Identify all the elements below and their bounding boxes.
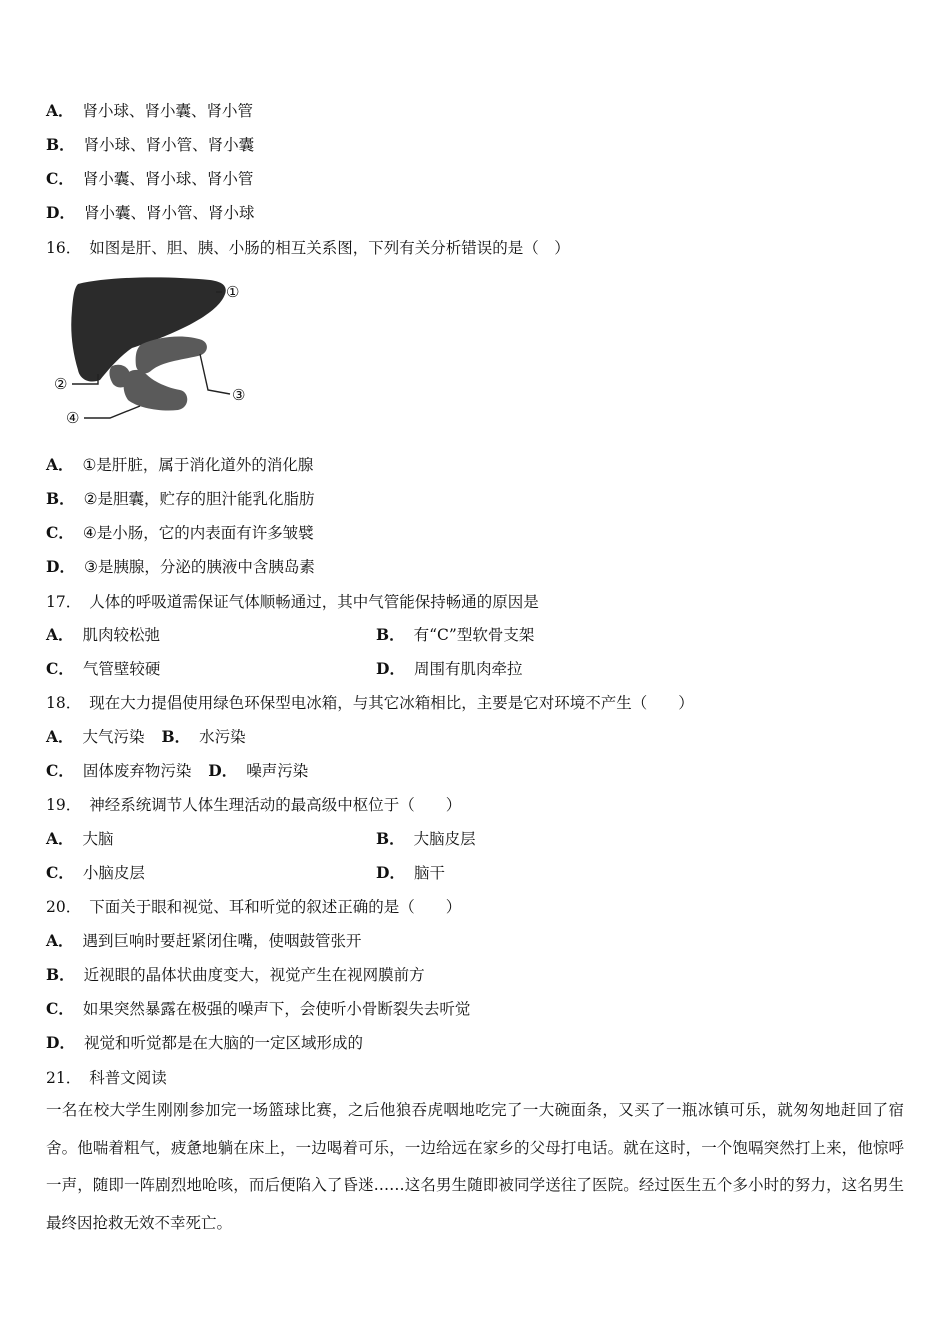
leader-line-4 <box>84 406 140 418</box>
q18-stem: 18． 现在大力提倡使用绿色环保型电冰箱，与其它冰箱相比，主要是它对环境不产生（ ） <box>46 694 694 712</box>
intestine-shape <box>124 370 188 411</box>
q20-option-d: D． 视觉和听觉都是在大脑的一定区域形成的 <box>46 1033 363 1052</box>
q18-option-c: C． 固体废弃物污染 <box>46 761 192 780</box>
q19-stem: 19． 神经系统调节人体生理活动的最高级中枢位于（ ） <box>46 796 462 814</box>
q19-option-a: A． 大脑 <box>46 829 114 848</box>
q18-options-row-2 <box>46 761 308 781</box>
q16-option-b: B． ②是胆囊，贮存的胆汁能乳化脂肪 <box>46 489 315 508</box>
q15-option-c: C． 肾小囊、肾小球、肾小管 <box>46 169 254 188</box>
q20-stem: 20． 下面关于眼和视觉、耳和听觉的叙述正确的是（ ） <box>46 898 462 916</box>
q21-stem: 21． 科普文阅读 <box>46 1069 167 1087</box>
label-1: ① <box>226 283 240 301</box>
label-2: ② <box>54 375 68 393</box>
q18-options-row-1 <box>46 727 246 747</box>
leader-line-3 <box>200 354 230 394</box>
q16-option-d: D． ③是胰腺，分泌的胰液中含胰岛素 <box>46 557 315 576</box>
q16-stem: 16． 如图是肝、胆、胰、小肠的相互关系图，下列有关分析错误的是（ ） <box>46 239 570 257</box>
q15-option-b: B． 肾小球、肾小管、肾小囊 <box>46 135 255 154</box>
label-4: ④ <box>66 409 80 427</box>
q20-option-c: C． 如果突然暴露在极强的噪声下，会使听小骨断裂失去听觉 <box>46 999 471 1018</box>
label-3: ③ <box>232 386 246 404</box>
q18-option-b: B． 水污染 <box>161 727 246 746</box>
q16-option-c: C． ④是小肠，它的内表面有许多皱襞 <box>46 523 314 542</box>
q19-option-d: D． 脑干 <box>376 863 445 882</box>
q17-stem: 17． 人体的呼吸道需保证气体顺畅通过，其中气管能保持畅通的原因是 <box>46 593 539 611</box>
q17-option-a: A． 肌肉较松弛 <box>46 625 161 644</box>
q19-option-b: B． 大脑皮层 <box>376 829 476 848</box>
q17-option-d: D． 周围有肌肉牵拉 <box>376 659 523 678</box>
q20-option-b: B． 近视眼的晶体状曲度变大，视觉产生在视网膜前方 <box>46 965 425 984</box>
q15-option-a: A． 肾小球、肾小囊、肾小管 <box>46 101 254 120</box>
q21-passage: 一名在校大学生刚刚参加完一场篮球比赛，之后他狼吞虎咽地吃完了一大碗面条，又买了一瓶冰镇可乐，就匆匆地赶回了宿舍。他喘着粗气，疲惫地躺在床上，一边喝着可乐，一边给远在家乡的父母打电话。就在这时，一个饱嗝突然打上来，他惊呼一声，随即一阵剧烈地呛咳，而后便陷入了昏迷……这名男生随即被同学送往了医院。经过医生五个多小时的努力，这名男生最终因抢救无效不幸死亡。 <box>46 1101 904 1232</box>
q20-option-a: A． 遇到巨响时要赶紧闭住嘴，使咽鼓管张开 <box>46 931 362 950</box>
digestive-organs-figure <box>50 270 250 435</box>
q18-option-a: A． 大气污染 <box>46 727 145 746</box>
q18-option-d: D． 噪声污染 <box>208 761 309 780</box>
q17-option-c: C． 气管壁较硬 <box>46 659 161 678</box>
q19-option-c: C． 小脑皮层 <box>46 863 145 882</box>
q15-option-d: D． 肾小囊、肾小管、肾小球 <box>46 203 255 222</box>
q17-option-b: B． 有“C”型软骨支架 <box>376 625 535 644</box>
q16-option-a: A． ①是肝脏，属于消化道外的消化腺 <box>46 455 314 474</box>
digestive-organs-svg <box>50 270 250 435</box>
